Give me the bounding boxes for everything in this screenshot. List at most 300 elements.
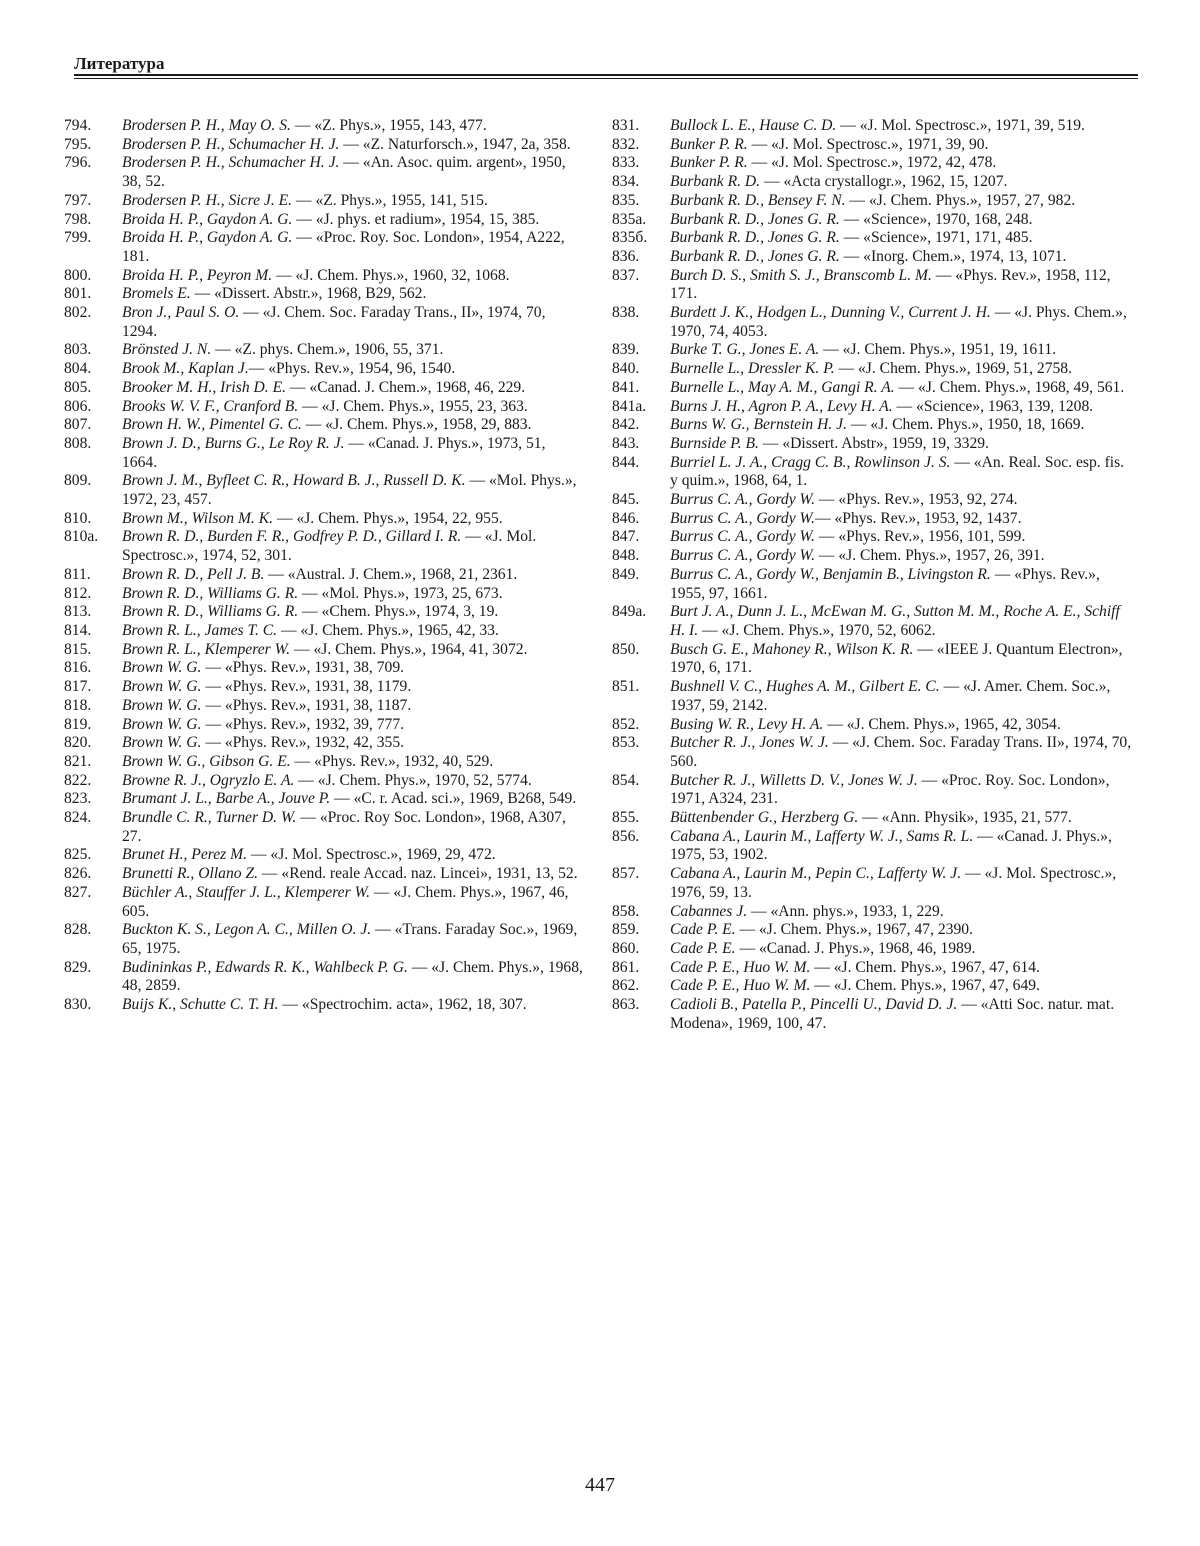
- reference-authors: Brunet H., Perez M.: [122, 846, 248, 864]
- reference-number: 847.: [612, 528, 640, 546]
- reference-authors: Burnside P. B.: [670, 434, 759, 452]
- reference-number: 840.: [612, 360, 640, 378]
- reference-number: 822.: [64, 771, 92, 789]
- reference-number: 856.: [612, 827, 640, 845]
- reference-source: — «Proc. Roy Soc. London», 1968, A307, 27.: [122, 809, 566, 845]
- reference-number: 857.: [612, 865, 640, 883]
- reference-number: 823.: [64, 790, 92, 808]
- reference-entry: [64, 267, 584, 286]
- reference-authors: Brown R. D., Williams G. R.: [122, 603, 299, 621]
- reference-entry: [612, 379, 1132, 398]
- reference-source: — «Acta crystallogr.», 1962, 15, 1207.: [760, 173, 1008, 191]
- reference-source: — «J. Chem. Phys.», 1957, 26, 391.: [814, 547, 1045, 565]
- reference-entry: [64, 622, 584, 641]
- reference-number: 812.: [64, 584, 92, 602]
- reference-source: — «Rend. reale Accad. naz. Lincei», 1931, 13, 52.: [258, 865, 578, 883]
- reference-authors: Brook M., Kaplan J.: [122, 360, 249, 378]
- reference-entry: [64, 603, 584, 622]
- reference-source: — «J. Chem. Phys.», 1957, 27, 982.: [845, 191, 1076, 209]
- reference-authors: Butcher R. J., Jones W. J.: [670, 734, 829, 752]
- reference-entry: [612, 772, 1132, 809]
- reference-number: 849.: [612, 565, 640, 583]
- reference-entry: [612, 959, 1132, 978]
- reference-number: 805.: [64, 378, 92, 396]
- reference-entry: [612, 398, 1132, 417]
- reference-source: — «J. Chem. Phys.», 1968, 48, 2859.: [122, 958, 583, 995]
- reference-number: 820.: [64, 734, 92, 752]
- reference-source: — «Canad. J. Phys.», 1973, 51, 1664.: [122, 434, 546, 471]
- reference-source: — «J. Chem. Phys.», 1969, 51, 2758.: [834, 360, 1072, 378]
- reference-authors: Brundle C. R., Turner D. W.: [122, 809, 297, 827]
- reference-entry: [64, 566, 584, 585]
- reference-number: 803.: [64, 341, 92, 359]
- reference-entry: [612, 510, 1132, 529]
- reference-authors: Brown W. G.: [122, 696, 202, 714]
- reference-entry: [612, 173, 1132, 192]
- reference-authors: Butcher R. J., Willetts D. V., Jones W. J.: [670, 771, 918, 789]
- reference-number: 859.: [612, 921, 640, 939]
- reference-authors: Brown H. W., Pimentel G. C.: [122, 416, 302, 434]
- reference-source: — «Inorg. Chem.», 1974, 13, 1071.: [839, 247, 1067, 265]
- reference-entry: [612, 921, 1132, 940]
- reference-source: — «J. Chem. Phys.», 1951, 19, 1611.: [819, 341, 1057, 359]
- reference-entry: [612, 491, 1132, 510]
- left-column: [64, 117, 584, 1015]
- reference-authors: Büttenbender G., Herzberg G.: [670, 809, 859, 827]
- reference-number: 852.: [612, 715, 640, 733]
- reference-number: 860.: [612, 939, 640, 957]
- reference-source: — «J. Chem. Phys.», 1965, 42, 33.: [277, 621, 499, 639]
- reference-entry: [612, 996, 1132, 1033]
- reference-number: 816.: [64, 659, 92, 677]
- reference-entry: [64, 790, 584, 809]
- reference-authors: Burbank R. D., Jones G. R.: [670, 247, 840, 265]
- reference-source: — «Phys. Rev.», 1953, 92, 1437.: [814, 509, 1022, 527]
- reference-authors: Brown W. G.: [122, 734, 202, 752]
- reference-entry: [612, 192, 1132, 211]
- reference-entry: [64, 716, 584, 735]
- reference-authors: Broida H. P., Gaydon A. G.: [122, 210, 293, 228]
- reference-entry: [612, 547, 1132, 566]
- reference-source: — «Phys. Rev.», 1954, 96, 1540.: [248, 360, 456, 378]
- reference-authors: Cade P. E., Huo W. M.: [670, 977, 811, 995]
- reference-authors: Burnelle L., May A. M., Gangi R. A.: [670, 378, 895, 396]
- reference-source: — «Proc. Roy. Soc. London», 1954, A222, 181.: [122, 229, 565, 265]
- reference-source: — «Science», 1971, 171, 485.: [839, 229, 1033, 247]
- reference-entry: [612, 566, 1132, 603]
- reference-authors: Brönsted J. N.: [122, 341, 212, 359]
- reference-authors: Budininkas P., Edwards R. K., Wahlbeck P. G.: [122, 958, 408, 976]
- reference-authors: Cade P. E., Huo W. M.: [670, 958, 811, 976]
- reference-entry: [64, 285, 584, 304]
- reference-number: 817.: [64, 678, 92, 696]
- reference-authors: Brodersen P. H., May O. S.: [122, 117, 291, 134]
- reference-entry: [612, 809, 1132, 828]
- reference-authors: Brown J. M., Byfleet C. R., Howard B. J., Russell D. K.: [122, 472, 466, 490]
- reference-number: 829.: [64, 958, 92, 976]
- reference-source: — «Phys. Rev.», 1931, 38, 1187.: [201, 696, 412, 714]
- reference-source: — «J. Mol. Spectrosc.», 1971, 39, 519.: [836, 117, 1085, 134]
- reference-authors: Brooks W. V. F., Cranford B.: [122, 397, 299, 415]
- reference-source: — «J. Chem. Phys.», 1967, 47, 649.: [810, 977, 1040, 995]
- reference-authors: Bullock L. E., Hause C. D.: [670, 117, 837, 134]
- reference-source: — «J. Chem. Soc. Faraday Trans., II», 1974, 70, 1294.: [122, 304, 546, 340]
- reference-number: 821.: [64, 752, 92, 770]
- reference-entry: [612, 678, 1132, 715]
- reference-source: — «J. Chem. Phys.», 1958, 29, 883.: [301, 416, 532, 434]
- reference-authors: Cabana A., Laurin M., Lafferty W. J., Sams R. L.: [670, 827, 974, 845]
- reference-number: 800.: [64, 266, 92, 284]
- reference-authors: Brunetti R., Ollano Z.: [122, 865, 259, 883]
- reference-authors: Burrus C. A., Gordy W., Benjamin B., Livingston R.: [670, 565, 991, 583]
- reference-entry: [612, 435, 1132, 454]
- reference-entry: [64, 435, 584, 472]
- reference-number: 839.: [612, 341, 640, 359]
- reference-entry: [64, 416, 584, 435]
- reference-entry: [612, 304, 1132, 341]
- reference-source: — «J. Chem. Phys.», 1955, 23, 363.: [298, 397, 528, 415]
- reference-number: 835a.: [612, 210, 647, 228]
- reference-authors: Brumant J. L., Barbe A., Jouve P.: [122, 790, 331, 808]
- reference-entry: [64, 697, 584, 716]
- reference-source: — «Phys. Rev.», 1932, 40, 529.: [290, 752, 494, 770]
- reference-authors: Brown R. D., Pell J. B.: [122, 565, 265, 583]
- reference-authors: Burns J. H., Agron P. A., Levy H. A.: [670, 397, 893, 415]
- reference-source: — «Phys. Rev.», 1955, 97, 1661.: [670, 565, 1100, 602]
- reference-authors: Burch D. S., Smith S. J., Branscomb L. M.: [670, 266, 932, 284]
- reference-entry: [64, 753, 584, 772]
- reference-entry: [612, 903, 1132, 922]
- reference-number: 862.: [612, 977, 640, 995]
- reference-source: — «J. Mol. Spectrosc.», 1976, 59, 13.: [670, 865, 1117, 901]
- reference-source: — «Phys. Rev.», 1958, 112, 171.: [670, 266, 1111, 303]
- reference-authors: Brown R. D., Williams G. R.: [122, 584, 299, 602]
- reference-source: — «Canad. J. Chem.», 1968, 46, 229.: [286, 378, 526, 396]
- reference-source: — «Dissert. Abstr», 1959, 19, 3329.: [758, 434, 989, 452]
- reference-number: 806.: [64, 397, 92, 415]
- reference-number: 861.: [612, 958, 640, 976]
- reference-entry: [612, 360, 1132, 379]
- reference-entry: [612, 716, 1132, 735]
- reference-number: 815.: [64, 640, 92, 658]
- reference-authors: Cabannes J.: [670, 902, 748, 920]
- reference-source: — «Dissert. Abstr.», 1968, B29, 562.: [190, 285, 427, 303]
- reference-number: 846.: [612, 509, 640, 527]
- reference-source: — «Science», 1963, 139, 1208.: [892, 397, 1094, 415]
- reference-number: 855.: [612, 809, 640, 827]
- reference-entry: [64, 229, 584, 266]
- reference-entry: [64, 211, 584, 230]
- reference-source: — «C. r. Acad. sci.», 1969, B268, 549.: [330, 790, 577, 808]
- reference-number: 831.: [612, 117, 640, 134]
- reference-authors: Burbank R. D., Jones G. R.: [670, 210, 840, 228]
- reference-number: 841a.: [612, 397, 647, 415]
- reference-number: 851.: [612, 678, 640, 696]
- reference-entry: [64, 117, 584, 136]
- reference-entry: [612, 865, 1132, 902]
- reference-entry: [612, 977, 1132, 996]
- reference-source: — «Z. Naturforsch.», 1947, 2a, 358.: [339, 135, 571, 153]
- reference-source: — «Mol. Phys.», 1972, 23, 457.: [122, 472, 577, 509]
- reference-authors: Burriel L. J. A., Cragg C. B., Rowlinson J. S.: [670, 453, 951, 471]
- reference-source: — «J. Phys. Chem.», 1970, 74, 4053.: [670, 304, 1127, 340]
- reference-number: 832.: [612, 135, 640, 153]
- reference-authors: Brown J. D., Burns G., Le Roy R. J.: [122, 434, 345, 452]
- reference-number: 825.: [64, 846, 92, 864]
- reference-entry: [612, 248, 1132, 267]
- reference-source: — «Chem. Phys.», 1974, 3, 19.: [298, 603, 499, 621]
- reference-authors: Brown M., Wilson M. K.: [122, 509, 274, 527]
- reference-entry: [64, 996, 584, 1015]
- reference-authors: Buckton K. S., Legon A. C., Millen O. J.: [122, 921, 372, 939]
- reference-number: 843.: [612, 434, 640, 452]
- reference-number: 834.: [612, 173, 640, 191]
- reference-authors: Burbank R. D., Jones G. R.: [670, 229, 840, 247]
- reference-source: — «Z. Phys.», 1955, 143, 477.: [290, 117, 487, 134]
- reference-entry: [612, 229, 1132, 248]
- reference-number: 818.: [64, 696, 92, 714]
- reference-entry: [612, 641, 1132, 678]
- reference-entry: [612, 154, 1132, 173]
- reference-source: — «Phys. Rev.», 1953, 92, 274.: [814, 491, 1018, 509]
- reference-source: — «Proc. Roy. Soc. London», 1971, A324, 231.: [670, 771, 1110, 808]
- reference-entry: [64, 678, 584, 697]
- reference-number: 811.: [64, 565, 91, 583]
- reference-source: — «Ann. phys.», 1933, 1, 229.: [747, 902, 944, 920]
- reference-number: 802.: [64, 304, 92, 322]
- reference-entry: [64, 304, 584, 341]
- reference-authors: Bushnell V. C., Hughes A. M., Gilbert E. C.: [670, 678, 940, 696]
- reference-source: — «J. Mol. Spectrosc.», 1972, 42, 478.: [747, 154, 997, 172]
- reference-authors: Brown W. G.: [122, 678, 202, 696]
- reference-source: — «J. Chem. Phys.», 1950, 18, 1669.: [847, 416, 1085, 434]
- header-rule-thin: [74, 78, 1138, 79]
- reference-number: 799.: [64, 229, 92, 247]
- reference-authors: Bromels E.: [122, 285, 191, 303]
- reference-source: — «Austral. J. Chem.», 1968, 21, 2361.: [264, 565, 518, 583]
- reference-authors: Burt J. A., Dunn J. L., McEwan M. G., Sutton M. M., Roche A. E., Schiff H. I.: [670, 603, 1120, 639]
- reference-authors: Brodersen P. H., Schumacher H. J.: [122, 154, 340, 172]
- reference-number: 835б.: [612, 229, 648, 247]
- reference-authors: Cadioli B., Patella P., Pincelli U., David D. J.: [670, 996, 958, 1014]
- reference-number: 810a.: [64, 528, 99, 546]
- reference-authors: Broida H. P., Peyron M.: [122, 266, 273, 284]
- reference-entry: [64, 641, 584, 660]
- reference-entry: [612, 603, 1132, 640]
- reference-entry: [64, 959, 584, 996]
- reference-entry: [64, 734, 584, 753]
- reference-authors: Brown R. L., James T. C.: [122, 621, 278, 639]
- reference-authors: Busing W. R., Levy H. A.: [670, 715, 824, 733]
- reference-authors: Burnelle L., Dressler K. P.: [670, 360, 835, 378]
- reference-number: 849a.: [612, 603, 647, 621]
- reference-source: — «Spectrochim. acta», 1962, 18, 307.: [278, 996, 527, 1014]
- reference-authors: Burrus C. A., Gordy W.: [670, 509, 815, 527]
- reference-entry: [612, 136, 1132, 155]
- reference-entry: [64, 360, 584, 379]
- reference-entry: [64, 472, 584, 509]
- reference-entry: [64, 379, 584, 398]
- reference-number: 850.: [612, 640, 640, 658]
- reference-entry: [612, 940, 1132, 959]
- reference-source: — «Canad. J. Phys.», 1968, 46, 1989.: [735, 939, 976, 957]
- reference-entry: [64, 136, 584, 155]
- reference-source: — «J. Chem. Phys.», 1968, 49, 561.: [894, 378, 1125, 396]
- reference-authors: Burrus C. A., Gordy W.: [670, 528, 815, 546]
- reference-number: 808.: [64, 434, 92, 452]
- reference-entry: [64, 884, 584, 921]
- reference-authors: Burrus C. A., Gordy W.: [670, 547, 815, 565]
- reference-authors: Burke T. G., Jones E. A.: [670, 341, 820, 359]
- reference-authors: Burns W. G., Bernstein H. J.: [670, 416, 848, 434]
- reference-number: 826.: [64, 865, 92, 883]
- reference-source: — «J. Amer. Chem. Soc.», 1937, 59, 2142.: [670, 678, 1111, 714]
- reference-entry: [64, 846, 584, 865]
- reference-source: — «Z. Phys.», 1955, 141, 515.: [292, 191, 488, 209]
- reference-authors: Burdett J. K., Hodgen L., Dunning V., Current J. H.: [670, 304, 991, 322]
- reference-authors: Brodersen P. H., Schumacher H. J.: [122, 135, 340, 153]
- reference-entry: [64, 809, 584, 846]
- reference-source: — «IEEE J. Quantum Electron», 1970, 6, 171.: [670, 640, 1123, 677]
- reference-number: 813.: [64, 603, 92, 621]
- reference-source: — «J. Chem. Phys.», 1970, 52, 6062.: [698, 621, 936, 639]
- reference-authors: Brooker M. H., Irish D. E.: [122, 378, 287, 396]
- reference-number: 833.: [612, 154, 640, 172]
- reference-source: — «J. Chem. Soc. Faraday Trans. II», 1974, 70, 560.: [670, 734, 1132, 770]
- reference-authors: Busch G. E., Mahoney R., Wilson K. R.: [670, 640, 914, 658]
- reference-number: 794.: [64, 117, 92, 134]
- reference-number: 809.: [64, 472, 92, 490]
- reference-number: 854.: [612, 771, 640, 789]
- reference-authors: Brown R. L., Klemperer W.: [122, 640, 291, 658]
- reference-source: — «Phys. Rev.», 1931, 38, 1179.: [201, 678, 412, 696]
- reference-entry: [612, 416, 1132, 435]
- reference-source: — «J. phys. et radium», 1954, 15, 385.: [292, 210, 540, 228]
- reference-number: 837.: [612, 266, 640, 284]
- reference-source: — «Science», 1970, 168, 248.: [839, 210, 1033, 228]
- reference-entry: [64, 341, 584, 360]
- reference-source: — «J. Chem. Phys.», 1960, 32, 1068.: [272, 266, 510, 284]
- reference-authors: Bunker P. R.: [670, 135, 748, 153]
- reference-authors: Brown W. G.: [122, 715, 202, 733]
- reference-number: 830.: [64, 996, 92, 1014]
- reference-authors: Broida H. P., Gaydon A. G.: [122, 229, 293, 247]
- header-rule-thick: [74, 74, 1138, 76]
- reference-source: — «Phys. Rev.», 1956, 101, 599.: [814, 528, 1026, 546]
- reference-source: — «Canad. J. Phys.», 1975, 53, 1902.: [670, 827, 1112, 864]
- reference-authors: Büchler A., Stauffer J. L., Klemperer W.: [122, 883, 371, 901]
- reference-entry: [612, 341, 1132, 360]
- reference-number: 810.: [64, 509, 92, 527]
- reference-source: — «J. Chem. Phys.», 1967, 47, 614.: [810, 958, 1040, 976]
- reference-authors: Bunker P. R.: [670, 154, 748, 172]
- reference-source: — «J. Mol. Spectrosc.», 1974, 52, 301.: [122, 528, 537, 565]
- reference-source: — «An. Real. Soc. esp. fis. y quim.», 1968, 64, 1.: [670, 453, 1125, 490]
- reference-number: 841.: [612, 378, 640, 396]
- page-number: 447: [585, 1474, 615, 1496]
- reference-source: — «Ann. Physik», 1935, 21, 577.: [858, 809, 1072, 827]
- reference-entry: [64, 921, 584, 958]
- reference-number: 824.: [64, 809, 92, 827]
- reference-number: 835.: [612, 191, 640, 209]
- reference-number: 814.: [64, 621, 92, 639]
- reference-entry: [64, 865, 584, 884]
- reference-entry: [64, 659, 584, 678]
- reference-entry: [612, 528, 1132, 547]
- reference-authors: Burbank R. D.: [670, 173, 761, 191]
- reference-number: 807.: [64, 416, 92, 434]
- reference-source: — «J. Chem. Phys.», 1967, 46, 605.: [122, 883, 569, 920]
- reference-source: — «J. Chem. Phys.», 1965, 42, 3054.: [823, 715, 1061, 733]
- reference-authors: Burbank R. D., Bensey F. N.: [670, 191, 846, 209]
- reference-source: — «Z. phys. Chem.», 1906, 55, 371.: [211, 341, 444, 359]
- reference-source: — «J. Mol. Spectrosc.», 1969, 29, 472.: [247, 846, 496, 864]
- reference-number: 797.: [64, 191, 92, 209]
- reference-source: — «J. Chem. Phys.», 1967, 47, 2390.: [735, 921, 973, 939]
- right-column: [612, 117, 1132, 1033]
- reference-authors: Buijs K., Schutte C. T. H.: [122, 996, 279, 1014]
- reference-source: — «Phys. Rev.», 1932, 42, 355.: [201, 734, 405, 752]
- running-head-title: Литература: [74, 54, 165, 73]
- reference-number: 828.: [64, 921, 92, 939]
- reference-authors: Cade P. E.: [670, 939, 736, 957]
- reference-source: — «Mol. Phys.», 1973, 25, 673.: [298, 584, 503, 602]
- reference-entry: [612, 454, 1132, 491]
- reference-number: 853.: [612, 734, 640, 752]
- reference-entry: [64, 398, 584, 417]
- reference-source: — «J. Mol. Spectrosc.», 1971, 39, 90.: [747, 135, 989, 153]
- reference-number: 796.: [64, 154, 92, 172]
- reference-source: — «An. Asoc. quim. argent», 1950, 38, 52.: [122, 154, 566, 191]
- reference-number: 819.: [64, 715, 92, 733]
- reference-number: 844.: [612, 453, 640, 471]
- page-header: [74, 54, 1138, 74]
- reference-source: — «Phys. Rev.», 1931, 38, 709.: [201, 659, 405, 677]
- reference-source: — «J. Chem. Phys.», 1964, 41, 3072.: [290, 640, 528, 658]
- reference-number: 842.: [612, 416, 640, 434]
- reference-entry: [64, 154, 584, 191]
- reference-number: 798.: [64, 210, 92, 228]
- reference-authors: Brown R. D., Burden F. R., Godfrey P. D., Gillard I. R.: [122, 528, 462, 546]
- reference-authors: Brodersen P. H., Sicre J. E.: [122, 191, 293, 209]
- reference-source: — «Trans. Faraday Soc.», 1969, 65, 1975.: [122, 921, 578, 957]
- reference-number: 804.: [64, 360, 92, 378]
- reference-number: 858.: [612, 902, 640, 920]
- reference-authors: Bron J., Paul S. O.: [122, 304, 240, 322]
- reference-source: — «Phys. Rev.», 1932, 39, 777.: [201, 715, 405, 733]
- reference-source: — «Atti Soc. natur. mat. Modena», 1969, 100, 47.: [670, 996, 1115, 1032]
- reference-entry: [612, 117, 1132, 136]
- reference-number: 848.: [612, 547, 640, 565]
- reference-entry: [612, 734, 1132, 771]
- reference-number: 795.: [64, 135, 92, 153]
- reference-entry: [612, 267, 1132, 304]
- reference-number: 838.: [612, 304, 640, 322]
- reference-entry: [64, 772, 584, 791]
- reference-entry: [64, 585, 584, 604]
- reference-entry: [64, 192, 584, 211]
- reference-source: — «J. Chem. Phys.», 1954, 22, 955.: [273, 509, 503, 527]
- reference-authors: Burrus C. A., Gordy W.: [670, 491, 815, 509]
- reference-number: 836.: [612, 247, 640, 265]
- reference-number: 863.: [612, 996, 640, 1014]
- reference-entry: [64, 528, 584, 565]
- reference-entry: [612, 828, 1132, 865]
- reference-authors: Brown W. G., Gibson G. E.: [122, 752, 291, 770]
- reference-authors: Cade P. E.: [670, 921, 736, 939]
- reference-authors: Browne R. J., Ogryzlo E. A.: [122, 771, 295, 789]
- reference-entry: [64, 510, 584, 529]
